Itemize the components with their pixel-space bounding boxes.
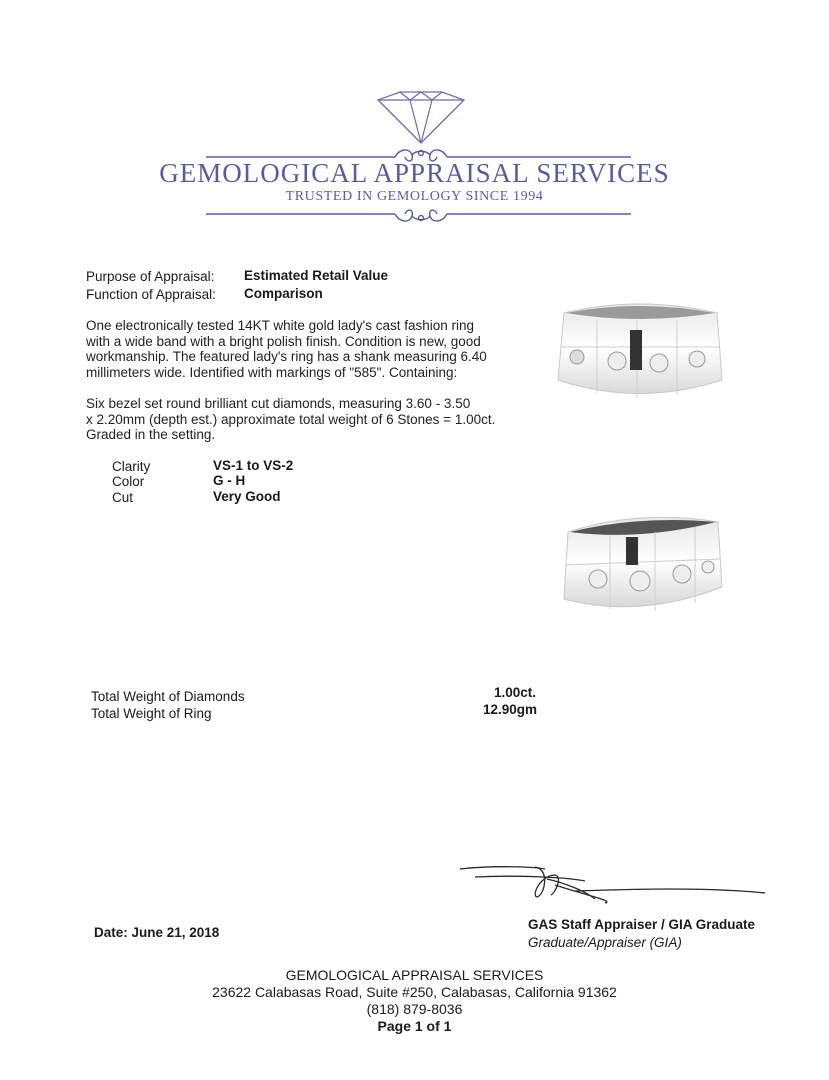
- purpose-label: Purpose of Appraisal:: [86, 269, 215, 284]
- footer-address: 23622 Calabasas Road, Suite #250, Calabasas, California 91362: [212, 984, 617, 1000]
- description-line: One electronically tested 14KT white gold lady's cast fashion ring: [86, 318, 475, 333]
- footer-company: GEMOLOGICAL APPRAISAL SERVICES: [285, 967, 544, 983]
- cut-label: Cut: [112, 490, 134, 505]
- diamond-line: Graded in the setting.: [86, 427, 216, 443]
- item-description: [86, 318, 526, 380]
- footer-phone: (818) 879-8036: [366, 1001, 463, 1017]
- color-label: Color: [112, 474, 145, 489]
- description-line: with a wide band with a bright polish finish. Condition is new, good: [86, 333, 481, 349]
- clarity-value: VS-1 to VS-2: [213, 458, 294, 473]
- signature: [455, 855, 775, 915]
- diamond-description: [86, 396, 526, 443]
- diamond-line: Six bezel set round brilliant cut diamonds, measuring 3.60 - 3.50: [86, 396, 471, 411]
- description-line: millimeters wide. Identified with markings of "585". Containing:: [86, 364, 458, 380]
- purpose-value: Estimated Retail Value: [244, 268, 389, 283]
- description-line: workmanship. The featured lady's ring has a shank measuring 6.40: [86, 349, 487, 365]
- diamond-line: x 2.20mm (depth est.) approximate total weight of 6 Stones = 1.00ct.: [86, 411, 496, 427]
- color-value: G - H: [213, 473, 246, 488]
- total-ring-label: Total Weight of Ring: [91, 706, 212, 721]
- appraiser-subtitle: Graduate/Appraiser (GIA): [528, 935, 682, 950]
- function-label: Function of Appraisal:: [86, 287, 216, 302]
- clarity-label: Clarity: [112, 459, 151, 474]
- page-number: Page 1 of 1: [377, 1018, 452, 1034]
- company-tagline: TRUSTED IN GEMOLOGY SINCE 1994: [285, 189, 544, 204]
- total-ring-value: 12.90gm: [483, 702, 538, 717]
- ring-photo-top: [552, 295, 727, 410]
- appraiser-title: GAS Staff Appraiser / GIA Graduate: [528, 917, 756, 932]
- function-value: Comparison: [244, 286, 323, 301]
- cut-value: Very Good: [213, 489, 281, 504]
- total-diamonds-value: 1.00ct.: [494, 685, 537, 700]
- ring-photo-bottom: [560, 507, 725, 622]
- appraisal-date: Date: June 21, 2018: [94, 925, 220, 940]
- company-name: GEMOLOGICAL APPRAISAL SERVICES: [159, 158, 670, 188]
- total-diamonds-label: Total Weight of Diamonds: [91, 689, 245, 704]
